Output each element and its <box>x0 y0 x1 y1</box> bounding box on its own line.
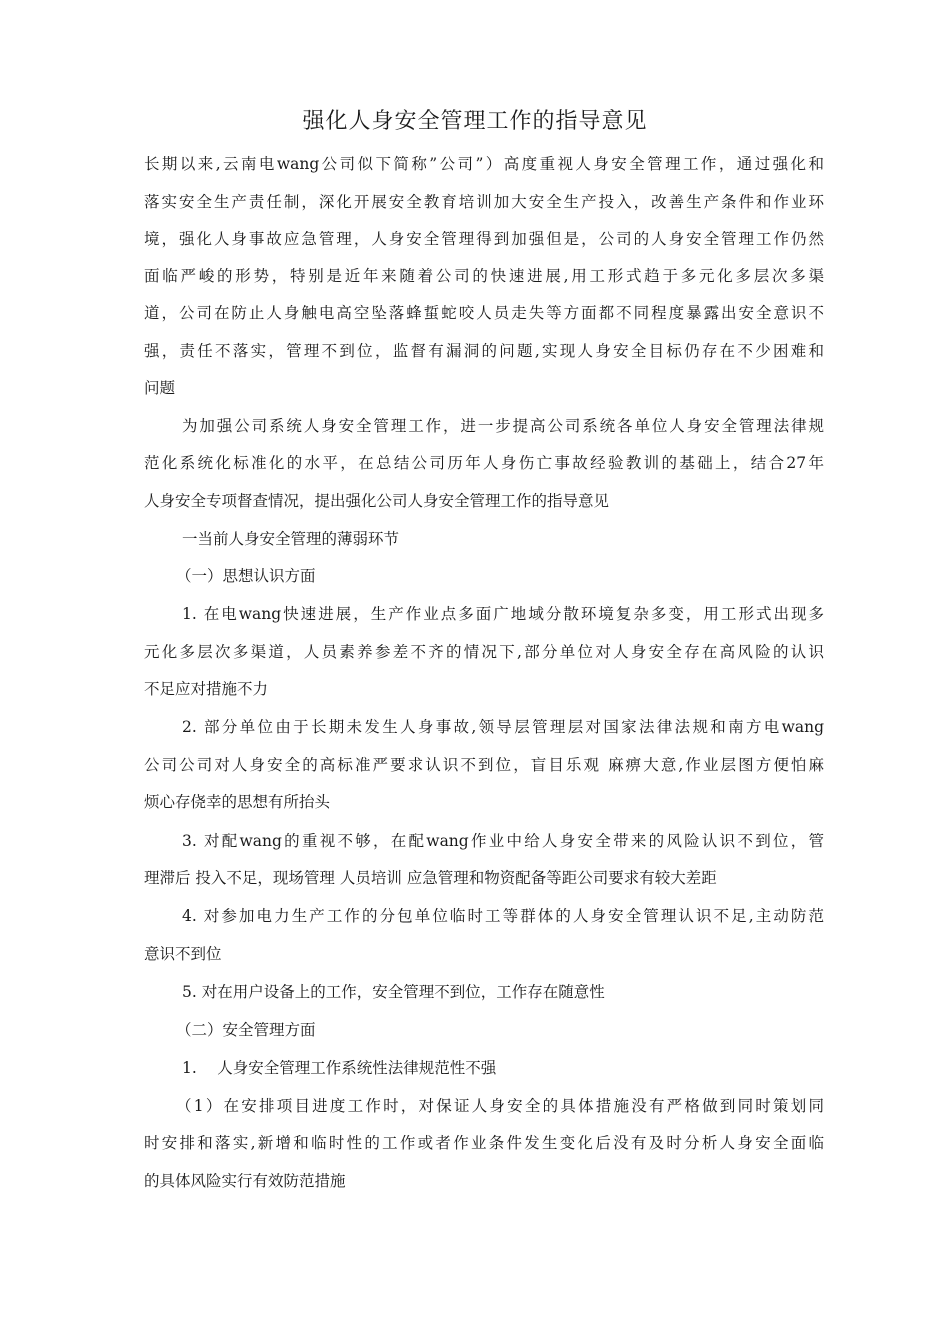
text-line: 3. 对配wang的重视不够，在配wang作业中给人身安全带来的风险认识不到位，管 <box>182 832 824 850</box>
text-line: 长期以来,云南电wang公司似下简称”公司”）高度重视人身安全管理工作，通过强化和 <box>144 155 824 173</box>
text-line: 的具体风险实行有效防范措施 <box>144 1172 346 1190</box>
text-line: 不足应对措施不力 <box>144 680 269 698</box>
text-line: 强，责任不落实，管理不到位，监督有漏洞的问题,实现人身安全目标仍存在不少困难和 <box>144 342 824 360</box>
text-line: 为加强公司系统人身安全管理工作，进一步提高公司系统各单位人身安全管理法律规 <box>182 417 824 435</box>
text-line: 烦心存侥幸的思想有所抬头 <box>144 793 331 811</box>
text-line: 面临严峻的形势，特别是近年来随着公司的快速进展,用工形式趋于多元化多层次多渠 <box>144 267 824 285</box>
text-line: 落实安全生产责任制，深化开展安全教育培训加大安全生产投入，改善生产条件和作业环 <box>144 193 824 211</box>
subsection-heading: （一）思想认识方面 <box>176 567 316 585</box>
text-line: 道，公司在防止人身触电高空坠落蜂蜇蛇咬人员走失等方面都不同程度暴露出安全意识不 <box>144 304 824 322</box>
text-line: 问题 <box>144 379 176 397</box>
text-line: 境，强化人身事故应急管理，人身安全管理得到加强但是，公司的人身安全管理工作仍然 <box>144 230 824 248</box>
text-line: 时安排和落实,新增和临时性的工作或者作业条件发生变化后没有及时分析人身安全面临 <box>144 1134 824 1152</box>
text-line: 1. 在电wang快速进展，生产作业点多面广地域分散环境复杂多变，用工形式出现多 <box>182 605 824 623</box>
text-line: 范化系统化标准化的水平，在总结公司历年人身伤亡事故经验教训的基础上，结合27年 <box>144 454 824 472</box>
text-line: 公司公司对人身安全的高标准严要求认识不到位，盲目乐观 麻痹大意,作业层图方便怕麻 <box>144 756 824 774</box>
section-heading: 一当前人身安全管理的薄弱环节 <box>182 530 400 548</box>
document-title: 强化人身安全管理工作的指导意见 <box>302 109 648 134</box>
subsection-heading: （二）安全管理方面 <box>176 1021 316 1039</box>
text-line: （1）在安排项目进度工作时，对保证人身安全的具体措施没有严格做到同时策划同 <box>176 1097 824 1115</box>
text-line: 5. 对在用户设备上的工作，安全管理不到位，工作存在随意性 <box>182 983 605 1001</box>
text-line: 4. 对参加电力生产工作的分包单位临时工等群体的人身安全管理认识不足,主动防范 <box>182 907 824 925</box>
item-heading: 1. 人身安全管理工作系统性法律规范性不强 <box>182 1059 497 1077</box>
text-line: 理滞后 投入不足，现场管理 人员培训 应急管理和物资配备等距公司要求有较大差距 <box>144 869 717 887</box>
text-line: 人身安全专项督查情况，提出强化公司人身安全管理工作的指导意见 <box>144 492 610 510</box>
text-line: 意识不到位 <box>144 945 222 963</box>
text-line: 元化多层次多渠道，人员素养参差不齐的情况下,部分单位对人身安全存在高风险的认识 <box>144 643 824 661</box>
text-line: 2. 部分单位由于长期未发生人身事故,领导层管理层对国家法律法规和南方电wang <box>182 718 824 736</box>
